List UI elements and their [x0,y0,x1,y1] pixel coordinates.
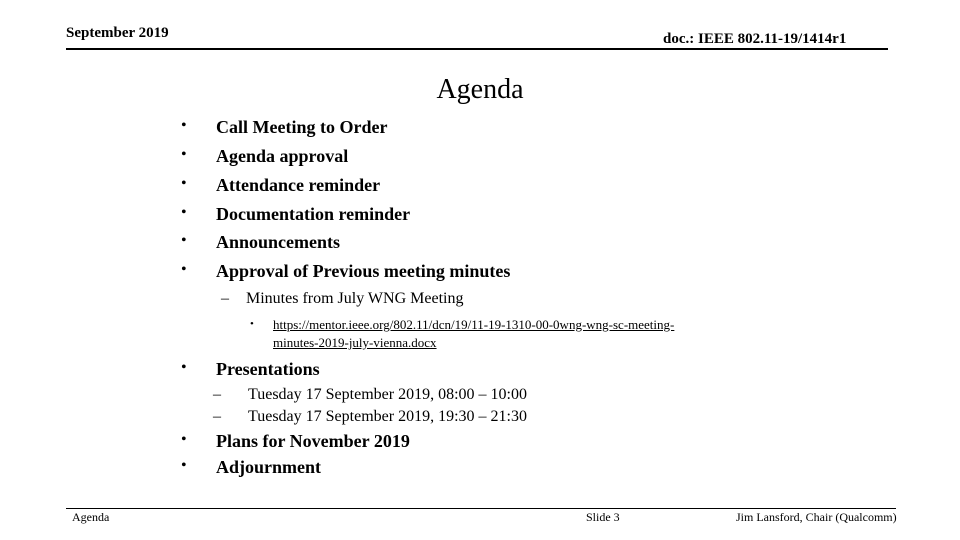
bullet-icon: • [181,261,187,278]
agenda-item-attendance: Attendance reminder [216,175,381,195]
bullet-icon: • [181,359,187,376]
presentation-session-1: Tuesday 17 September 2019, 08:00 – 10:00 [248,386,527,403]
dash-icon: – [213,386,221,403]
agenda-item-call-to-order: Call Meeting to Order [216,117,388,137]
agenda-item-agenda-approval: Agenda approval [216,146,349,166]
bullet-icon: • [181,457,187,474]
agenda-item-plans: Plans for November 2019 [216,431,410,451]
agenda-item-approval-minutes: Approval of Previous meeting minutes [216,261,511,281]
bullet-icon: • [181,146,187,163]
presentation-session-2: Tuesday 17 September 2019, 19:30 – 21:30 [248,408,527,425]
footer-section-label: Agenda [72,510,110,524]
dash-icon: – [213,408,221,425]
agenda-item-announcements: Announcements [216,232,341,252]
bullet-icon: • [250,318,254,330]
header-date: September 2019 [66,25,169,41]
agenda-item-documentation: Documentation reminder [216,204,411,224]
slide-title: Agenda [436,74,524,105]
footer-slide-number: Slide 3 [586,510,620,524]
bullet-icon: • [181,232,187,249]
footer-author: Jim Lansford, Chair (Qualcomm) [736,510,897,524]
minutes-link-line-1[interactable]: https://mentor.ieee.org/802.11/dcn/19/11-19-1310-00-0wng-wng-sc-meeting- [273,317,675,332]
minutes-link-line-2[interactable]: minutes-2019-july-vienna.docx [273,335,437,350]
header-divider [66,48,888,50]
bullet-icon: • [181,117,187,134]
header-doc-id: doc.: IEEE 802.11-19/1414r1 [663,31,847,47]
agenda-item-adjournment: Adjournment [216,457,322,477]
bullet-icon: • [181,175,187,192]
bullet-icon: • [181,431,187,448]
minutes-sub-item: Minutes from July WNG Meeting [246,290,464,307]
dash-icon: – [221,290,229,307]
agenda-item-presentations: Presentations [216,359,320,379]
bullet-icon: • [181,204,187,221]
footer-divider [66,508,896,509]
